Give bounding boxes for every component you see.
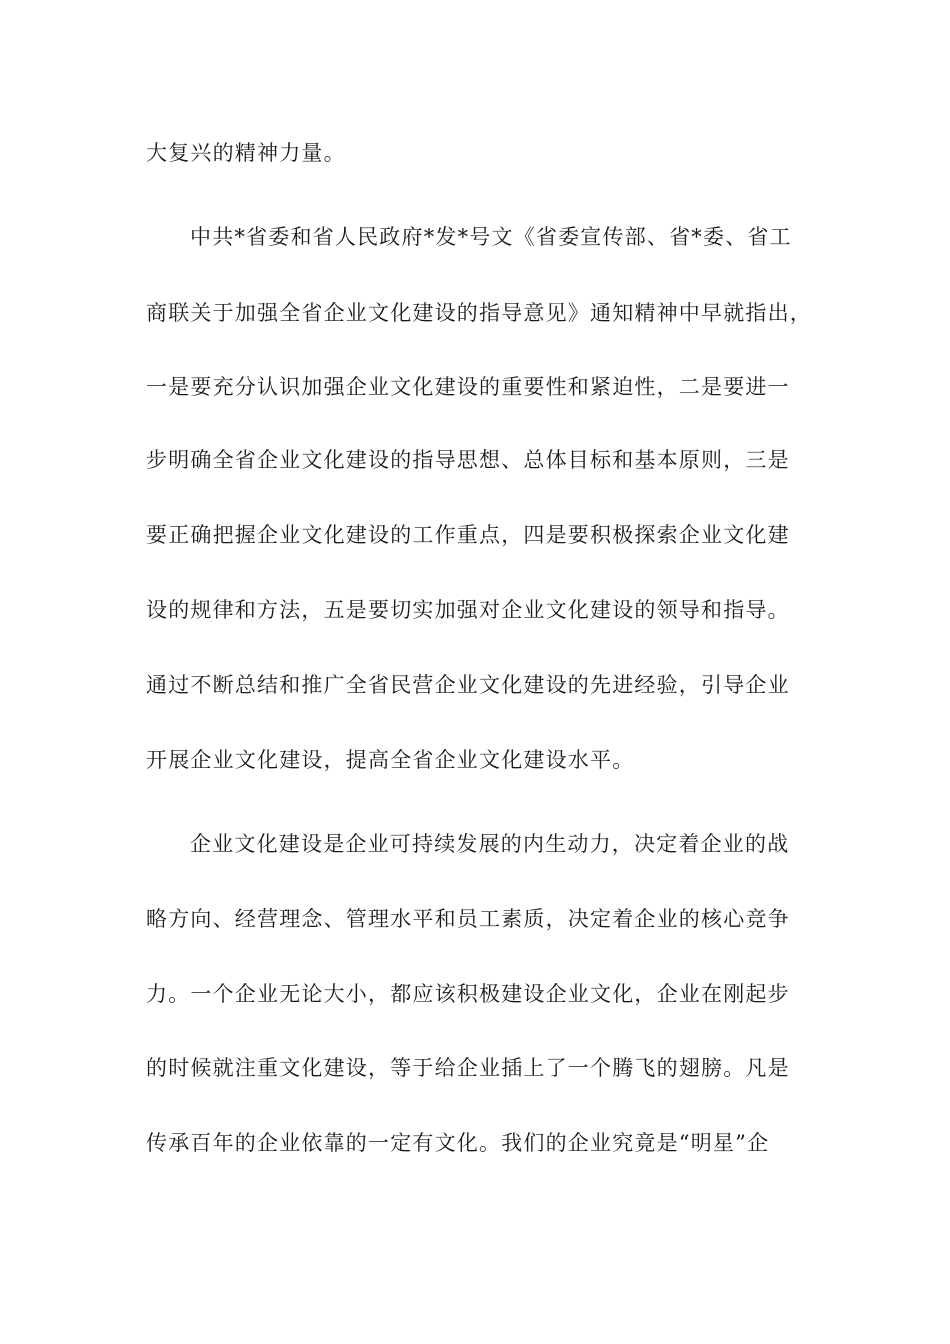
paragraph-2-line-8: 开展企业文化建设，提高全省企业文化建设水平。 (146, 748, 635, 772)
paragraph-3-line-1: 企业文化建设是企业可持续发展的内生动力，决定着企业的战 (190, 832, 790, 856)
paragraph-3-line-4: 的时候就注重文化建设，等于给企业插上了一个腾飞的翅膀。凡是 (146, 1056, 790, 1080)
paragraph-2-line-6: 设的规律和方法，五是要切实加强对企业文化建设的领导和指导。 (146, 598, 790, 622)
paragraph-3-line-3: 力。一个企业无论大小，都应该积极建设企业文化，企业在刚起步 (146, 982, 790, 1006)
paragraph-2-line-5: 要正确把握企业文化建设的工作重点，四是要积极探索企业文化建 (146, 523, 790, 547)
paragraph-2-line-1: 中共*省委和省人民政府*发*号文《省委宣传部、省*委、省工 (190, 225, 792, 249)
paragraph-2-line-7: 通过不断总结和推广全省民营企业文化建设的先进经验，引导企业 (146, 673, 790, 697)
paragraph-2-line-4: 步明确全省企业文化建设的指导思想、总体目标和基本原则，三是 (146, 448, 790, 472)
paragraph-1-line-1: 大复兴的精神力量。 (146, 141, 346, 165)
paragraph-3-line-5: 传承百年的企业依靠的一定有文化。我们的企业究竟是“明星”企 (146, 1131, 770, 1155)
paragraph-2-line-3: 一是要充分认识加强企业文化建设的重要性和紧迫性，二是要进一 (146, 375, 790, 399)
paragraph-2-line-2: 商联关于加强全省企业文化建设的指导意见》通知精神中早就指出， (146, 301, 812, 325)
paragraph-3-line-2: 略方向、经营理念、管理水平和员工素质，决定着企业的核心竞争 (146, 907, 790, 931)
